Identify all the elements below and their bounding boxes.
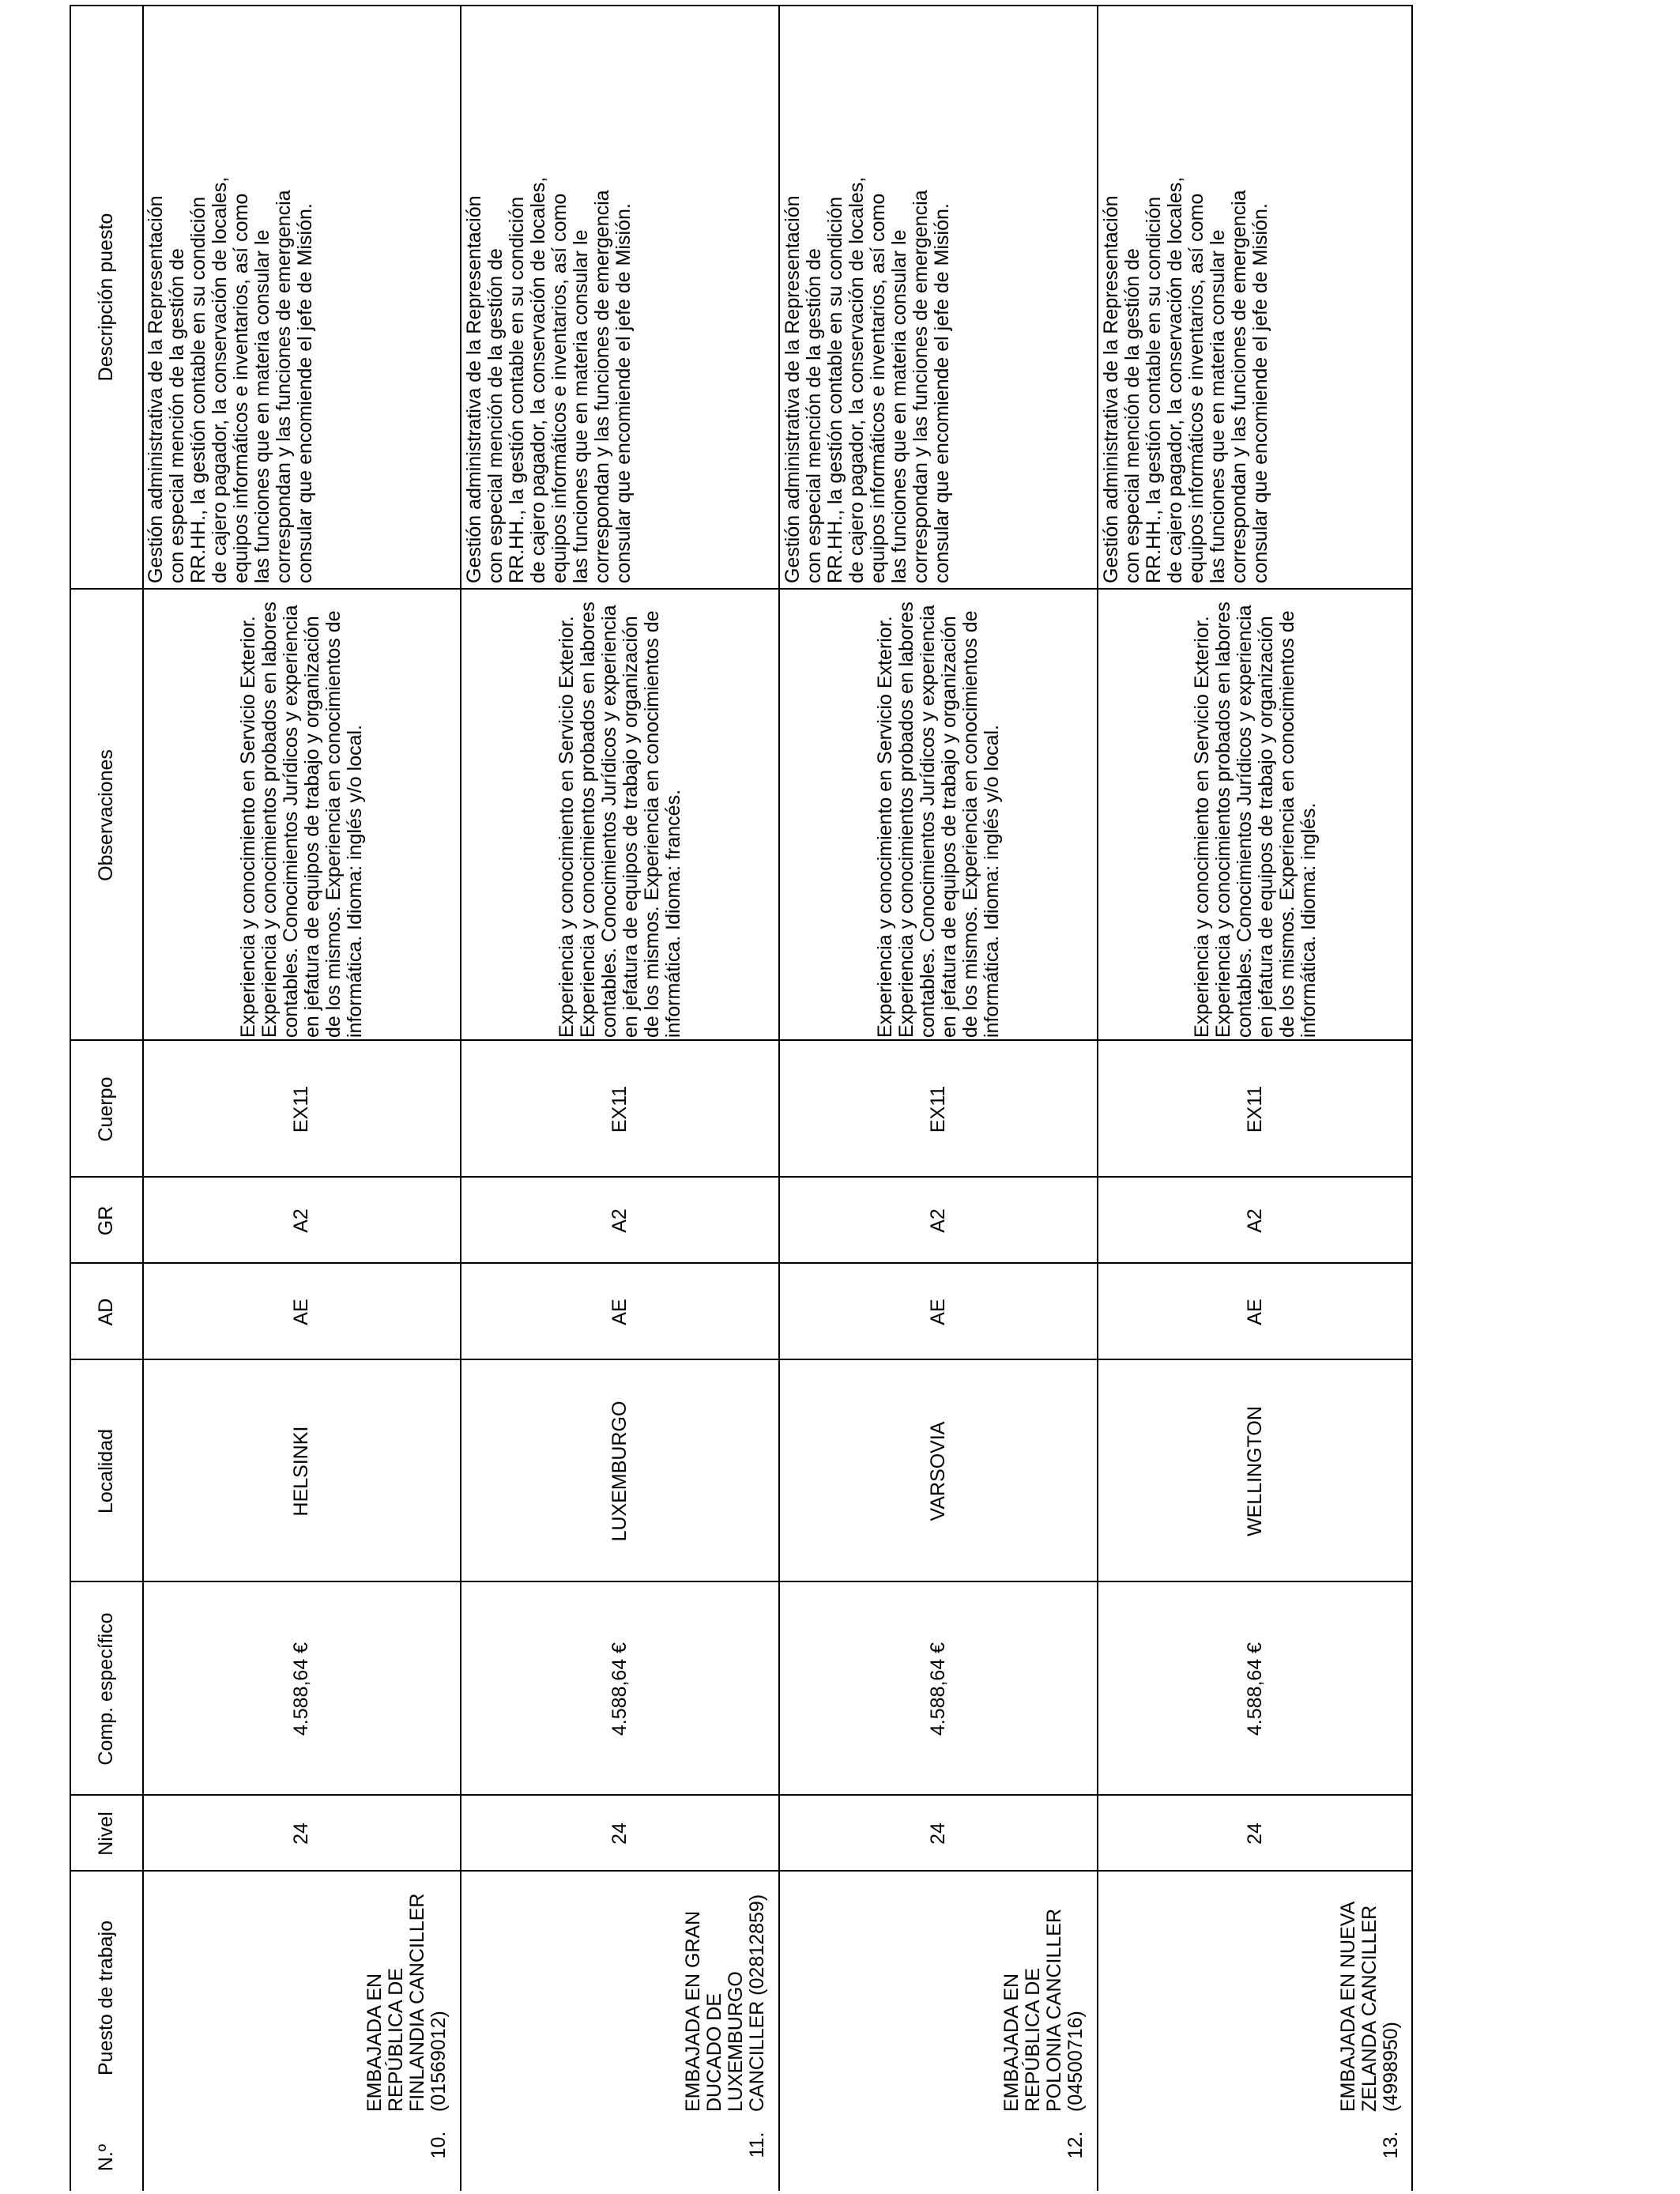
table-row [142,5,461,2191]
descripcion-cell [461,5,779,590]
cuerpo-cell: EX11 [927,1085,949,1133]
ad-cell: AE [608,1299,631,1325]
header-ad: AD [94,1298,117,1326]
col-divider-cuerpo [70,1176,1413,1178]
descripcion-text: Gestión administrativa de la Representación con especial mención de la gestión de RR.HH., la gestión contable en su condición de cajero pagador, la conservación de locales, equipos informáticos e inventarios, así como las funciones que en materia consular le correspondan y las funciones de emergencia consular que encomiende el jefe de Misión. [1100,176,1271,583]
header-n: N.º [94,2143,117,2172]
descripcion-cell [779,5,1098,590]
puesto-cell [1098,1872,1413,2191]
observaciones-text: Experiencia y conocimiento en Servicio Exterior. Experiencia y conocimientos probados en labores contables. Conocimientos Jurídicos y experiencia en jefatura de equipos de trabajo y organización de los mismos. Experiencia en conocimientos de informática. Idioma: inglés y/o local. [236,601,366,1038]
observaciones-cell [461,590,779,1041]
table-top-rule [70,5,1413,6]
gr-cell: A2 [1244,1208,1266,1233]
gr-cell: A2 [608,1208,631,1233]
ad-cell: AE [290,1299,312,1325]
descripcion-text: Gestión administrativa de la Representación con especial mención de la gestión de RR.HH., la gestión contable en su condición de cajero pagador, la conservación de locales, equipos informáticos e inventarios, así como las funciones que en materia consular le correspondan y las funciones de emergencia consular que encomiende el jefe de Misión. [145,176,316,583]
localidad-cell: HELSINKI [290,1426,312,1517]
row-number: 11. [746,2132,768,2158]
col-divider-comp [70,1794,1413,1796]
header-puesto: Puesto de trabajo [94,1921,117,2075]
cuerpo-cell: EX11 [1244,1085,1266,1133]
localidad-cell: LUXEMBURGO [608,1400,631,1542]
observaciones-cell [779,590,1098,1041]
nivel-cell: 24 [927,1823,949,1845]
table-left-rule [70,5,71,2191]
table-right-rule [1411,5,1413,2191]
col-divider-descripcion [70,588,1413,590]
puesto-text: EMBAJADA EN GRAN DUCADO DE LUXEMBURGO CANCILLER (02812859) [682,1894,768,2112]
row-separator [1097,5,1098,2191]
gr-cell: A2 [927,1208,949,1233]
puesto-cell [461,1872,779,2191]
descripcion-cell [1098,5,1413,590]
col-divider-localidad [70,1581,1413,1582]
nivel-cell: 24 [608,1823,631,1845]
col-divider-observaciones [70,1039,1413,1041]
header-gr: GR [94,1205,117,1236]
observaciones-cell [1098,590,1413,1041]
table-row [1098,5,1413,2191]
nivel-cell: 24 [1244,1823,1266,1845]
row-number: 10. [428,2131,450,2159]
table-row [779,5,1098,2191]
comp-cell: 4.588,64 € [927,1642,949,1736]
header-cuerpo: Cuerpo [94,1076,117,1142]
row-number: 13. [1380,2131,1402,2159]
table-row [461,5,779,2191]
descripcion-text: Gestión administrativa de la Representación con especial mención de la gestión de RR.HH., la gestión contable en su condición de cajero pagador, la conservación de locales, equipos informáticos e inventarios, así como las funciones que en materia consular le correspondan y las funciones de emergencia consular que encomiende el jefe de Misión. [782,176,953,583]
observaciones-text: Experiencia y conocimiento en Servicio Exterior. Experiencia y conocimientos probados en labores contables. Conocimientos Jurídicos y experiencia en jefatura de equipos de trabajo y organización de los mismos. Experiencia en conocimientos de informática. Idioma: francés. [555,601,684,1038]
cuerpo-cell: EX11 [608,1085,631,1133]
header-observaciones: Observaciones [94,749,117,881]
comp-cell: 4.588,64 € [290,1642,312,1736]
header-nivel: Nivel [94,1811,117,1856]
col-divider-nivel [70,1870,1413,1872]
table-header [70,5,142,2191]
header-descripcion: Descripción puesto [94,213,117,382]
row-separator [460,5,461,2191]
puesto-text: EMBAJADA EN NUEVA ZELANDA CANCILLER (4998950) [1337,1902,1402,2112]
nivel-cell: 24 [290,1823,312,1845]
row-separator [778,5,780,2191]
ad-cell: AE [1244,1299,1266,1325]
header-separator [142,5,144,2191]
observaciones-text: Experiencia y conocimiento en Servicio Exterior. Experiencia y conocimientos probados en labores contables. Conocimientos Jurídicos y experiencia en jefatura de equipos de trabajo y organización de los mismos. Experiencia en conocimientos de informática. Idioma: inglés. [1190,601,1320,1038]
observaciones-text: Experiencia y conocimiento en Servicio Exterior. Experiencia y conocimientos probados en labores contables. Conocimientos Jurídicos y experiencia en jefatura de equipos de trabajo y organización de los mismos. Experiencia en conocimientos de informática. Idioma: inglés y/o local. [873,601,1003,1038]
gr-cell: A2 [290,1208,312,1233]
cuerpo-cell: EX11 [290,1085,312,1133]
localidad-cell: VARSOVIA [927,1421,949,1521]
header-localidad: Localidad [94,1428,117,1514]
comp-cell: 4.588,64 € [1244,1642,1266,1736]
col-divider-gr [70,1262,1413,1264]
puesto-cell [142,1872,461,2191]
col-divider-ad [70,1359,1413,1360]
localidad-cell: WELLINGTON [1244,1406,1266,1536]
header-comp-especifico: Comp. específico [94,1612,117,1766]
descripcion-cell [142,5,461,590]
ad-cell: AE [927,1299,949,1325]
puesto-text: EMBAJADA EN REPÚBLICA DE POLONIA CANCILLER (04500716) [1000,1908,1087,2112]
comp-cell: 4.588,64 € [608,1642,631,1736]
job-listing-table [70,5,1413,2191]
puesto-cell [779,1872,1098,2191]
row-number: 12. [1064,2131,1087,2159]
puesto-text: EMBAJADA EN REPÚBLICA DE FINLANDIA CANCILLER (01569012) [363,1893,450,2112]
observaciones-cell [142,590,461,1041]
descripcion-text: Gestión administrativa de la Representación con especial mención de la gestión de RR.HH., la gestión contable en su condición de cajero pagador, la conservación de locales, equipos informáticos e inventarios, así como las funciones que en materia consular le correspondan y las funciones de emergencia consular que encomiende el jefe de Misión. [463,176,635,583]
